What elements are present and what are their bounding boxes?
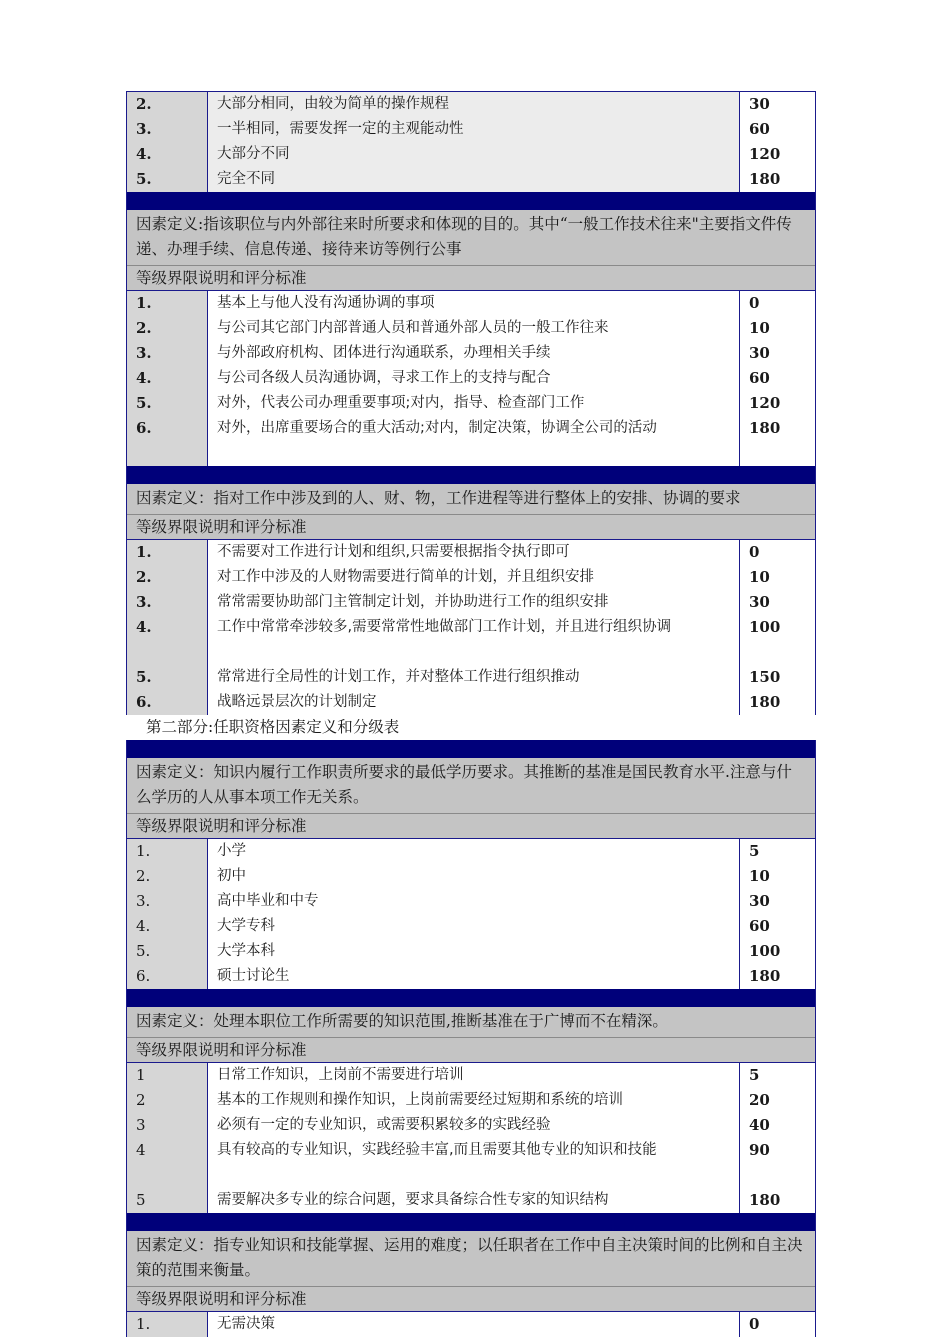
description-column	[208, 540, 740, 715]
grade-score: 30	[749, 593, 770, 611]
grade-description: 不需要对工作进行计划和组织,只需要根据指令执行即可	[217, 544, 570, 560]
grade-description: 大部分不同	[217, 146, 290, 162]
grade-description: 初中	[217, 868, 246, 884]
grade-description: 无需决策	[217, 1316, 275, 1332]
score-column	[740, 839, 815, 989]
description-column	[208, 839, 740, 989]
grade-score: 60	[749, 917, 770, 935]
grade-score: 30	[749, 892, 770, 910]
section-divider-bar	[127, 1213, 815, 1231]
section-divider-bar	[127, 192, 815, 210]
grade-score: 180	[749, 170, 781, 188]
level-column	[127, 839, 208, 989]
description-column	[208, 1312, 740, 1337]
grade-description: 基本上与他人没有沟通协调的事项	[217, 295, 435, 311]
grade-level: 3	[136, 1116, 146, 1134]
factor-section	[126, 466, 816, 715]
grade-score: 180	[749, 967, 781, 985]
grade-description: 完全不同	[217, 171, 275, 187]
grade-rows	[127, 1312, 815, 1337]
grade-score: 10	[749, 568, 770, 586]
grade-rows	[127, 540, 815, 715]
grade-description: 硕士讨论生	[217, 968, 290, 984]
grade-level: 4.	[136, 618, 152, 636]
grade-score: 180	[749, 419, 781, 437]
grade-score: 60	[749, 369, 770, 387]
grade-description: 工作中常常牵涉较多,需要常常性地做部门工作计划，并且进行组织协调	[217, 619, 672, 635]
part-two-caption: 第二部分:任职资格因素定义和分级表	[146, 718, 400, 736]
level-column	[127, 92, 208, 192]
grade-description: 与公司各级人员沟通协调，寻求工作上的支持与配合	[217, 370, 551, 386]
grade-level: 5.	[136, 170, 152, 188]
grade-level: 5.	[136, 668, 152, 686]
grade-level: 2.	[136, 568, 152, 586]
grade-level: 4	[136, 1141, 146, 1159]
grade-level: 3.	[136, 344, 152, 362]
grade-score: 120	[749, 145, 781, 163]
grade-description: 与公司其它部门内部普通人员和普通外部人员的一般工作往来	[217, 320, 609, 336]
grade-description: 需要解决多专业的综合问题，要求具备综合性专家的知识结构	[217, 1192, 609, 1208]
level-column	[127, 1312, 208, 1337]
grade-level: 1.	[136, 842, 151, 860]
grade-score: 0	[749, 294, 760, 312]
grade-rows	[127, 1063, 815, 1213]
grade-description: 常常进行全局性的计划工作，并对整体工作进行组织推动	[217, 669, 580, 685]
grade-score: 100	[749, 942, 781, 960]
factor-section	[126, 740, 816, 989]
level-column	[127, 1063, 208, 1213]
grade-level: 2	[136, 1091, 146, 1109]
grade-description: 小学	[217, 843, 246, 859]
level-column	[127, 291, 208, 466]
grade-level: 2.	[136, 319, 152, 337]
grade-level: 1.	[136, 543, 152, 561]
description-column	[208, 92, 740, 192]
grade-level: 1.	[136, 294, 152, 312]
factor-definition: 因素定义：指专业知识和技能掌握、运用的难度；以任职者在工作中自主决策时间的比例和自主决策的范围来衡量。	[127, 1231, 815, 1287]
grade-score: 0	[749, 1315, 760, 1333]
factor-section	[126, 91, 816, 192]
grade-description: 大部分相同，由较为简单的操作规程	[217, 96, 449, 112]
part-two-tables	[126, 740, 816, 1337]
grade-rows	[127, 291, 815, 466]
grade-description: 与外部政府机构、团体进行沟通联系，办理相关手续	[217, 345, 551, 361]
grade-description: 大学本科	[217, 943, 275, 959]
grade-description: 高中毕业和中专	[217, 893, 319, 909]
grade-level: 4.	[136, 145, 152, 163]
factor-definition: 因素定义:指该职位与内外部往来时所要求和体现的目的。其中“一般工作技术往来"主要指文件传递、办理手续、信息传递、接待来访等例行公事	[127, 210, 815, 266]
description-column	[208, 1063, 740, 1213]
score-column	[740, 92, 815, 192]
score-column	[740, 1063, 815, 1213]
grade-description: 日常工作知识，上岗前不需要进行培训	[217, 1067, 464, 1083]
grade-level: 5.	[136, 394, 152, 412]
grade-description: 大学专科	[217, 918, 275, 934]
grade-score: 100	[749, 618, 781, 636]
grade-description: 战略远景层次的计划制定	[217, 694, 377, 710]
grade-level: 1.	[136, 1315, 151, 1333]
factor-section	[126, 989, 816, 1213]
grade-criteria-label: 等级界限说明和评分标准	[127, 266, 815, 291]
score-column	[740, 1312, 815, 1337]
grade-score: 30	[749, 95, 770, 113]
grade-level: 1	[136, 1066, 146, 1084]
grade-score: 90	[749, 1141, 770, 1159]
grade-level: 3.	[136, 593, 152, 611]
grade-level: 2.	[136, 95, 152, 113]
grade-level: 6.	[136, 967, 151, 985]
factor-section	[126, 1213, 816, 1337]
grade-score: 180	[749, 1191, 781, 1209]
grade-level: 6.	[136, 419, 152, 437]
grade-score: 120	[749, 394, 781, 412]
grade-score: 180	[749, 693, 781, 711]
factor-definition: 因素定义：处理本职位工作所需要的知识范围,推断基准在于广博而不在精深。	[127, 1007, 815, 1038]
grade-level: 3.	[136, 120, 152, 138]
grade-score: 5	[749, 1066, 760, 1084]
grade-level: 4.	[136, 369, 152, 387]
grade-score: 10	[749, 319, 770, 337]
grade-score: 20	[749, 1091, 770, 1109]
factor-section	[126, 192, 816, 466]
grade-description: 基本的工作规则和操作知识，上岗前需要经过短期和系统的培训	[217, 1092, 623, 1108]
grade-description: 具有较高的专业知识，实践经验丰富,而且需要其他专业的知识和技能	[217, 1142, 657, 1158]
grade-level: 5	[136, 1191, 146, 1209]
grade-criteria-label: 等级界限说明和评分标准	[127, 515, 815, 540]
grade-level: 5.	[136, 942, 151, 960]
grade-description: 对外，出席重要场合的重大活动;对内，制定决策，协调全公司的活动	[217, 420, 657, 436]
factor-definition: 因素定义：指对工作中涉及到的人、财、物，工作进程等进行整体上的安排、协调的要求	[127, 484, 815, 515]
grade-rows	[127, 839, 815, 989]
grade-description: 常常需要协助部门主管制定计划，并协助进行工作的组织安排	[217, 594, 609, 610]
part-one-tables	[126, 91, 816, 715]
grade-score: 40	[749, 1116, 770, 1134]
grade-criteria-label: 等级界限说明和评分标准	[127, 1038, 815, 1063]
grade-level: 4.	[136, 917, 151, 935]
section-divider-bar	[127, 989, 815, 1007]
level-column	[127, 540, 208, 715]
grade-rows	[127, 92, 815, 192]
grade-score: 10	[749, 867, 770, 885]
grade-description: 对工作中涉及的人财物需要进行简单的计划，并且组织安排	[217, 569, 594, 585]
grade-criteria-label: 等级界限说明和评分标准	[127, 814, 815, 839]
grade-description: 对外，代表公司办理重要事项;对内，指导、检查部门工作	[217, 395, 585, 411]
score-column	[740, 540, 815, 715]
grade-criteria-label: 等级界限说明和评分标准	[127, 1287, 815, 1312]
grade-score: 150	[749, 668, 781, 686]
score-column	[740, 291, 815, 466]
grade-description: 一半相同，需要发挥一定的主观能动性	[217, 121, 464, 137]
section-divider-bar	[127, 740, 815, 758]
grade-score: 60	[749, 120, 770, 138]
description-column	[208, 291, 740, 466]
grade-score: 5	[749, 842, 760, 860]
grade-level: 6.	[136, 693, 152, 711]
grade-level: 3.	[136, 892, 151, 910]
grade-score: 0	[749, 543, 760, 561]
factor-definition: 因素定义：知识内履行工作职责所要求的最低学历要求。其推断的基准是国民教育水平.注意与什么学历的人从事本项工作无关系。	[127, 758, 815, 814]
grade-level: 2.	[136, 867, 151, 885]
section-divider-bar	[127, 466, 815, 484]
grade-description: 必须有一定的专业知识，或需要积累较多的实践经验	[217, 1117, 551, 1133]
grade-score: 30	[749, 344, 770, 362]
document-page	[126, 91, 816, 1337]
